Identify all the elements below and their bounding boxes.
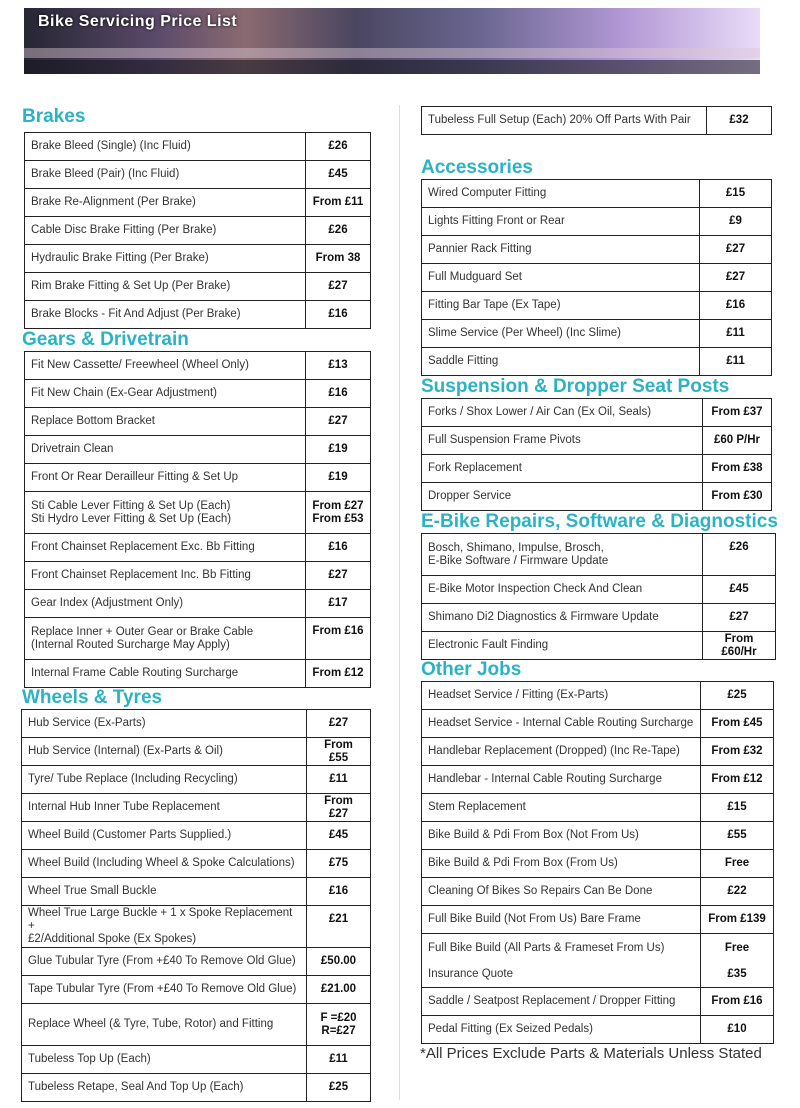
table-row — [25, 562, 371, 590]
table-row — [422, 455, 772, 483]
table-row — [22, 766, 371, 794]
service-name: Hydraulic Brake Fitting (Per Brake) — [25, 245, 306, 273]
service-price: £19 — [306, 436, 371, 464]
service-name: Brake Bleed (Pair) (Inc Fluid) — [25, 161, 306, 189]
service-price: £21 — [307, 906, 371, 948]
table-row — [422, 604, 776, 632]
service-name: Fork Replacement — [422, 455, 703, 483]
table-row — [422, 180, 772, 208]
table-row — [22, 1046, 371, 1074]
table-row — [25, 534, 371, 562]
service-name: Shimano Di2 Diagnostics & Firmware Update — [422, 604, 703, 632]
table-row — [422, 399, 772, 427]
service-price: From £45 — [701, 710, 774, 738]
service-price: £17 — [306, 590, 371, 618]
table-row — [422, 906, 774, 934]
service-name: Forks / Shox Lower / Air Can (Ex Oil, Seals) — [422, 399, 703, 427]
table-row — [22, 906, 371, 948]
table-row — [422, 427, 772, 455]
table-row — [422, 822, 774, 850]
service-price: £26 — [703, 534, 776, 576]
service-price: From £30 — [703, 483, 772, 511]
service-name: E-Bike Motor Inspection Check And Clean — [422, 576, 703, 604]
service-name: Internal Frame Cable Routing Surcharge — [25, 660, 306, 688]
accessories-price-table — [421, 179, 772, 376]
wheels-price-table — [21, 709, 371, 1102]
service-price: £27 — [703, 604, 776, 632]
service-name: Wired Computer Fitting — [422, 180, 700, 208]
table-row — [422, 794, 774, 822]
suspension-price-table — [421, 398, 772, 511]
heading-gears-drivetrain: Gears & Drivetrain — [22, 329, 189, 350]
service-price: £55 — [701, 822, 774, 850]
heading-ebike-repairs: E-Bike Repairs, Software & Diagnostics — [421, 511, 778, 532]
service-name: Fit New Chain (Ex-Gear Adjustment) — [25, 380, 306, 408]
table-row — [422, 632, 776, 660]
heading-other-jobs: Other Jobs — [421, 659, 522, 680]
service-price: £15 — [700, 180, 772, 208]
table-row — [25, 189, 371, 217]
table-row — [422, 236, 772, 264]
service-name: Bike Build & Pdi From Box (Not From Us) — [422, 822, 701, 850]
service-price: £27 — [306, 408, 371, 436]
table-row — [422, 738, 774, 766]
table-row — [422, 292, 772, 320]
service-price: From £55 — [307, 738, 371, 766]
service-price: £22 — [701, 878, 774, 906]
service-name: Hub Service (Ex-Parts) — [22, 710, 307, 738]
service-price: £16 — [307, 878, 371, 906]
service-price: From £32 — [701, 738, 774, 766]
table-row — [22, 850, 371, 878]
service-price: £75 — [307, 850, 371, 878]
table-row — [422, 1016, 774, 1044]
table-row — [25, 380, 371, 408]
service-price: £11 — [700, 320, 772, 348]
service-name: Handlebar Replacement (Dropped) (Inc Re-Tape) — [422, 738, 701, 766]
table-row — [422, 107, 772, 135]
service-price: £16 — [306, 380, 371, 408]
service-name: Front Chainset Replacement Exc. Bb Fitting — [25, 534, 306, 562]
service-name: Full Bike Build (Not From Us) Bare Frame — [422, 906, 701, 934]
banner-workshop-floor — [24, 60, 760, 74]
table-row — [22, 710, 371, 738]
table-row — [25, 273, 371, 301]
service-name: Sti Cable Lever Fitting & Set Up (Each) Sti Hydro Lever Fitting & Set Up (Each) — [25, 492, 306, 534]
service-name: Electronic Fault Finding — [422, 632, 703, 660]
brakes-price-table — [24, 132, 371, 329]
service-name: Hub Service (Internal) (Ex-Parts & Oil) — [22, 738, 307, 766]
service-price: £25 — [701, 682, 774, 710]
banner-workshop-shelf — [24, 48, 760, 58]
service-price: £16 — [700, 292, 772, 320]
service-name: Pedal Fitting (Ex Seized Pedals) — [422, 1016, 701, 1044]
service-name: Tyre/ Tube Replace (Including Recycling) — [22, 766, 307, 794]
service-price: Free — [701, 850, 774, 878]
tubeless-full-setup-table — [421, 106, 772, 135]
table-row — [422, 534, 776, 576]
table-row — [25, 590, 371, 618]
service-name: Tubeless Full Setup (Each) 20% Off Parts With Pair — [422, 107, 707, 135]
service-name: Cable Disc Brake Fitting (Per Brake) — [25, 217, 306, 245]
service-name: Drivetrain Clean — [25, 436, 306, 464]
service-name: Tubeless Retape, Seal And Top Up (Each) — [22, 1074, 307, 1102]
service-price: From £16 — [701, 988, 774, 1016]
table-row — [422, 208, 772, 236]
gears-price-table — [24, 351, 371, 688]
table-row — [422, 710, 774, 738]
service-price: £11 — [700, 348, 772, 376]
service-price: Free £35 — [701, 934, 774, 988]
service-price: £45 — [703, 576, 776, 604]
service-name: Wheel True Small Buckle — [22, 878, 307, 906]
service-name: Saddle Fitting — [422, 348, 700, 376]
service-name: Full Suspension Frame Pivots — [422, 427, 703, 455]
service-price: £26 — [306, 133, 371, 161]
table-row — [22, 794, 371, 822]
table-row — [422, 682, 774, 710]
table-row — [422, 320, 772, 348]
service-price: £10 — [701, 1016, 774, 1044]
table-row — [22, 738, 371, 766]
service-name: Brake Re-Alignment (Per Brake) — [25, 189, 306, 217]
service-name: Internal Hub Inner Tube Replacement — [22, 794, 307, 822]
service-price: £11 — [307, 766, 371, 794]
service-name: Brake Blocks - Fit And Adjust (Per Brake) — [25, 301, 306, 329]
service-name: Front Or Rear Derailleur Fitting & Set Up — [25, 464, 306, 492]
table-row — [25, 133, 371, 161]
service-name: Wheel True Large Buckle + 1 x Spoke Replacement + £2/Additional Spoke (Ex Spokes) — [22, 906, 307, 948]
service-price: £9 — [700, 208, 772, 236]
service-price: £21.00 — [307, 976, 371, 1004]
service-price: £32 — [707, 107, 772, 135]
service-name: Headset Service - Internal Cable Routing Surcharge — [422, 710, 701, 738]
other-jobs-price-table — [421, 681, 774, 1044]
service-price: From £12 — [701, 766, 774, 794]
heading-brakes: Brakes — [22, 106, 86, 127]
service-price: From £27 — [307, 794, 371, 822]
service-price: From £37 — [703, 399, 772, 427]
service-price: £50.00 — [307, 948, 371, 976]
service-name: Fit New Cassette/ Freewheel (Wheel Only) — [25, 352, 306, 380]
column-divider — [399, 105, 400, 1100]
table-row — [22, 976, 371, 1004]
service-price: From £139 — [701, 906, 774, 934]
table-row — [422, 264, 772, 292]
service-price: From £38 — [703, 455, 772, 483]
ebike-price-table — [421, 533, 776, 660]
table-row — [25, 217, 371, 245]
service-price: £15 — [701, 794, 774, 822]
table-row — [25, 161, 371, 189]
table-row — [22, 948, 371, 976]
header-banner — [24, 8, 760, 74]
service-price: F =£20 R=£27 — [307, 1004, 371, 1046]
service-price: From £16 — [306, 618, 371, 660]
heading-wheels-tyres: Wheels & Tyres — [22, 687, 163, 708]
footer-note: *All Prices Exclude Parts & Materials Unless Stated — [420, 1045, 762, 1062]
service-name: Wheel Build (Customer Parts Supplied.) — [22, 822, 307, 850]
service-price: £25 — [307, 1074, 371, 1102]
service-price: £16 — [306, 301, 371, 329]
service-name: Front Chainset Replacement Inc. Bb Fitting — [25, 562, 306, 590]
service-price: From £11 — [306, 189, 371, 217]
table-row — [25, 301, 371, 329]
table-row — [22, 878, 371, 906]
banner-title: Bike Servicing Price List — [38, 13, 238, 30]
service-name: Dropper Service — [422, 483, 703, 511]
table-row — [422, 483, 772, 511]
table-row — [25, 464, 371, 492]
service-name: Saddle / Seatpost Replacement / Dropper Fitting — [422, 988, 701, 1016]
table-row — [22, 1074, 371, 1102]
table-row — [422, 766, 774, 794]
service-price: £13 — [306, 352, 371, 380]
service-name: Lights Fitting Front or Rear — [422, 208, 700, 236]
service-name: Full Mudguard Set — [422, 264, 700, 292]
table-row — [422, 878, 774, 906]
service-price: From £27 From £53 — [306, 492, 371, 534]
service-price: £26 — [306, 217, 371, 245]
service-name: Tape Tubular Tyre (From +£40 To Remove Old Glue) — [22, 976, 307, 1004]
service-price: £27 — [307, 710, 371, 738]
heading-accessories: Accessories — [421, 157, 533, 178]
service-price: £11 — [307, 1046, 371, 1074]
service-price: From 38 — [306, 245, 371, 273]
service-price: £16 — [306, 534, 371, 562]
table-row — [25, 618, 371, 660]
table-row — [22, 1004, 371, 1046]
table-row — [422, 850, 774, 878]
table-row — [25, 408, 371, 436]
service-name: Slime Service (Per Wheel) (Inc Slime) — [422, 320, 700, 348]
service-price: £27 — [700, 264, 772, 292]
service-name: Cleaning Of Bikes So Repairs Can Be Done — [422, 878, 701, 906]
service-price: £45 — [307, 822, 371, 850]
service-price: From £60/Hr — [703, 632, 776, 660]
table-row — [25, 492, 371, 534]
service-name: Handlebar - Internal Cable Routing Surcharge — [422, 766, 701, 794]
service-price: From £12 — [306, 660, 371, 688]
service-name: Gear Index (Adjustment Only) — [25, 590, 306, 618]
service-name: Replace Inner + Outer Gear or Brake Cable (Internal Routed Surcharge May Apply) — [25, 618, 306, 660]
service-name: Replace Wheel (& Tyre, Tube, Rotor) and Fitting — [22, 1004, 307, 1046]
service-name: Tubeless Top Up (Each) — [22, 1046, 307, 1074]
service-name: Full Bike Build (All Parts & Frameset From Us) Insurance Quote — [422, 934, 701, 988]
table-row — [25, 245, 371, 273]
service-name: Bosch, Shimano, Impulse, Brosch, E-Bike Software / Firmware Update — [422, 534, 703, 576]
table-row — [422, 988, 774, 1016]
service-name: Headset Service / Fitting (Ex-Parts) — [422, 682, 701, 710]
service-price: £27 — [306, 273, 371, 301]
table-row — [25, 660, 371, 688]
table-row — [422, 576, 776, 604]
heading-suspension-dropper: Suspension & Dropper Seat Posts — [421, 376, 730, 397]
table-row — [22, 822, 371, 850]
service-name: Rim Brake Fitting & Set Up (Per Brake) — [25, 273, 306, 301]
table-row — [422, 934, 774, 988]
service-name: Stem Replacement — [422, 794, 701, 822]
service-price: £45 — [306, 161, 371, 189]
table-row — [25, 352, 371, 380]
table-row — [422, 348, 772, 376]
service-name: Wheel Build (Including Wheel & Spoke Calculations) — [22, 850, 307, 878]
service-price: £27 — [700, 236, 772, 264]
service-name: Brake Bleed (Single) (Inc Fluid) — [25, 133, 306, 161]
service-name: Fitting Bar Tape (Ex Tape) — [422, 292, 700, 320]
service-name: Pannier Rack Fitting — [422, 236, 700, 264]
service-price: £19 — [306, 464, 371, 492]
service-name: Bike Build & Pdi From Box (From Us) — [422, 850, 701, 878]
table-row — [25, 436, 371, 464]
service-price: £60 P/Hr — [703, 427, 772, 455]
service-price: £27 — [306, 562, 371, 590]
service-name: Glue Tubular Tyre (From +£40 To Remove Old Glue) — [22, 948, 307, 976]
service-name: Replace Bottom Bracket — [25, 408, 306, 436]
